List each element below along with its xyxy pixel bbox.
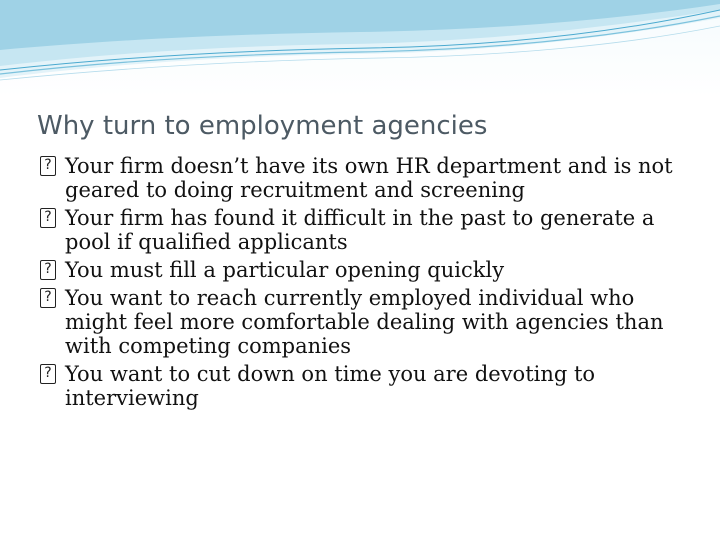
bullet-text: You want to reach currently employed individual who might feel more comfortable dealing with agencies than with competing companies <box>65 286 664 358</box>
top-wave-decoration <box>0 0 720 90</box>
bullet-text: Your firm doesn’t have its own HR department and is not geared to doing recruitment and screening <box>65 154 673 202</box>
bullet-text: Your firm has found it difficult in the past to generate a pool if qualified applicants <box>65 206 655 254</box>
bullet-item <box>40 362 690 410</box>
bullet-list <box>40 154 690 414</box>
missing-glyph-icon: ? <box>40 364 56 384</box>
bullet-item <box>40 286 690 358</box>
bullet-text: You want to cut down on time you are devoting to interviewing <box>65 362 596 410</box>
slide-title: Why turn to employment agencies <box>37 111 488 141</box>
bullet-item <box>40 258 690 282</box>
missing-glyph-icon: ? <box>40 208 56 228</box>
missing-glyph-icon: ? <box>40 288 56 308</box>
bullet-item <box>40 154 690 202</box>
missing-glyph-icon: ? <box>40 156 56 176</box>
bullet-text: You must fill a particular opening quickly <box>65 258 505 282</box>
bullet-item <box>40 206 690 254</box>
missing-glyph-icon: ? <box>40 260 56 280</box>
